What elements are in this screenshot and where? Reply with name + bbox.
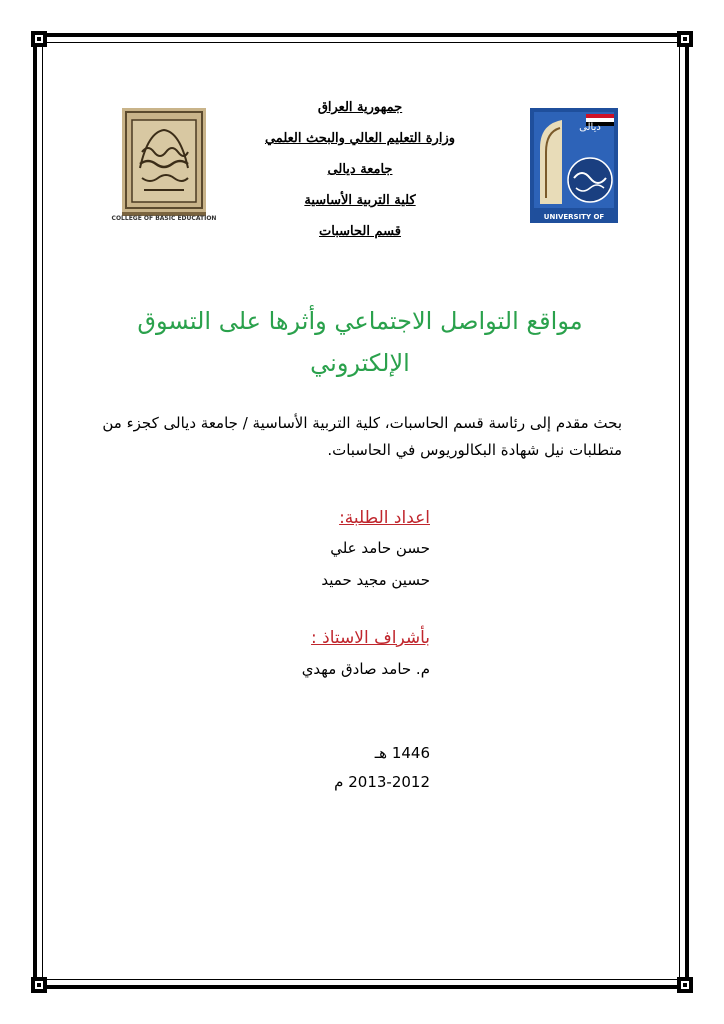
student-name: حسين مجيد حميد (321, 571, 430, 589)
college-logo (108, 108, 220, 228)
gregorian-years: 2013-2012 م (334, 773, 430, 791)
header-department: قسم الحاسبات (319, 224, 401, 239)
students-heading: اعداد الطلبة: (339, 508, 430, 528)
students-section (100, 505, 430, 595)
header-college: كلية التربية الأساسية (304, 193, 416, 208)
border-corner-ornament (31, 977, 47, 993)
supervisor-section (100, 624, 430, 686)
supervisor-name: م. حامد صادق مهدي (301, 660, 430, 678)
border-corner-ornament (677, 31, 693, 47)
student-name: حسن حامد علي (330, 539, 430, 557)
university-logo (530, 108, 618, 232)
header-ministry: وزارة التعليم العالي والبحث العلمي (264, 131, 456, 146)
research-title: مواقع التواصل الاجتماعي وأثرها على التسوق الإلكتروني (137, 307, 583, 377)
research-description: بحث مقدم إلى رئاسة قسم الحاسبات، كلية التربية الأساسية / جامعة ديالى كجزء من متطلبات نيل شهادة البكالوريوس في الحاسبات. (102, 414, 622, 459)
university-logo-badge: ديالى (579, 122, 601, 133)
institution-header (240, 92, 480, 247)
hijri-year: 1446 هـ (374, 744, 430, 762)
dates-section (100, 738, 430, 796)
college-logo-caption: COLLEGE OF BASIC EDUCATION (111, 215, 217, 222)
header-university: جامعة ديالى (327, 162, 393, 177)
university-logo-caption: UNIVERSITY OF DIYALA (543, 213, 605, 232)
header-country: جمهورية العراق (317, 100, 403, 115)
supervisor-heading: بأشراف الاستاذ : (311, 628, 430, 648)
border-corner-ornament (677, 977, 693, 993)
border-corner-ornament (31, 31, 47, 47)
